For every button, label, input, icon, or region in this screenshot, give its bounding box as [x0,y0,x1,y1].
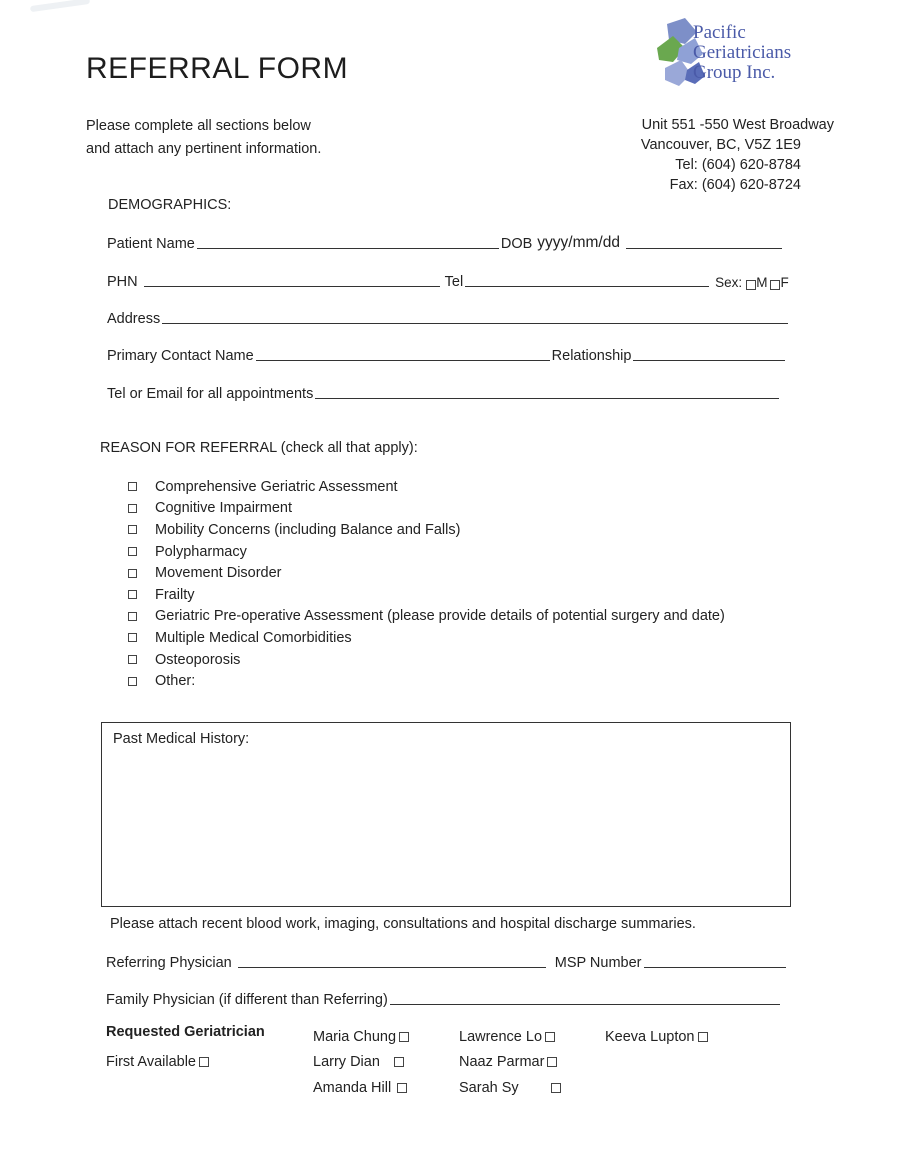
logo-line-3: Group Inc. [693,62,776,83]
intro-line-2: and attach any pertinent information. [86,141,322,157]
geriatrician-option[interactable] [313,1054,404,1070]
address-label: Address [107,311,161,327]
reason-item [126,670,725,692]
msp-number-input[interactable] [644,953,786,968]
address-row [107,309,790,327]
dob-format: yyyy/mm/dd [537,234,620,251]
family-physician-input[interactable] [390,990,780,1005]
clinic-fax: Fax: (604) 620-8724 [669,177,801,193]
reason-item [126,584,725,606]
first-available-option[interactable] [106,1054,209,1070]
geriatrician-name: Naaz Parmar [459,1054,545,1070]
reason-label: Geriatric Pre-operative Assessment (please provide details of potential surgery and date) [155,608,725,625]
sex-f-label: F [780,275,789,290]
referring-physician-label: Referring Physician [106,955,232,971]
reason-checkbox[interactable] [128,504,137,513]
reason-item [126,519,725,541]
dob-input[interactable] [626,234,782,249]
primary-contact-row [107,346,787,364]
geriatrician-checkbox[interactable] [547,1057,557,1067]
geriatrician-checkbox[interactable] [545,1032,555,1042]
sex-m-label: M [756,275,768,290]
company-logo-text [693,23,791,83]
geriatrician-checkbox[interactable] [551,1083,561,1093]
address-input[interactable] [162,309,788,324]
reason-checkbox[interactable] [128,677,137,686]
phn-label: PHN [107,274,138,290]
clinic-tel: Tel: (604) 620-8784 [675,157,801,173]
reason-label: Mobility Concerns (including Balance and Falls) [155,521,461,538]
geriatrician-option[interactable] [459,1080,561,1096]
reason-label: Frailty [155,586,195,603]
reason-label: Movement Disorder [155,565,282,582]
geriatrician-option[interactable] [313,1029,409,1045]
reason-list [126,476,725,692]
phn-row [107,272,789,290]
referring-physician-input[interactable] [238,953,546,968]
reason-heading: REASON FOR REFERRAL (check all that apply): [100,440,418,456]
demographics-heading: DEMOGRAPHICS: [108,197,232,213]
intro-line-1: Please complete all sections below [86,118,311,134]
primary-contact-label: Primary Contact Name [107,348,254,364]
patient-name-input[interactable] [197,234,499,249]
reason-item [126,476,725,498]
reason-checkbox[interactable] [128,569,137,578]
family-physician-label: Family Physician (if different than Referring) [106,992,388,1008]
geriatrician-option[interactable] [459,1029,555,1045]
phn-input[interactable] [144,272,440,287]
reason-checkbox[interactable] [128,590,137,599]
geriatrician-checkbox[interactable] [394,1057,404,1067]
reason-item [126,627,725,649]
msp-number-label: MSP Number [554,955,642,971]
tel-label: Tel [444,274,464,290]
reason-checkbox[interactable] [128,633,137,642]
dob-label: DOB [500,236,533,252]
geriatrician-name: Maria Chung [313,1029,397,1045]
geriatrician-option[interactable] [459,1054,557,1070]
reason-item [126,606,725,628]
reason-checkbox[interactable] [128,547,137,556]
geriatrician-option[interactable] [313,1080,407,1096]
family-physician-row [106,990,782,1008]
requested-geriatrician-heading: Requested Geriatrician [106,1024,265,1040]
reason-label: Osteoporosis [155,651,241,668]
sex-f-checkbox[interactable] [770,280,780,290]
geriatrician-option[interactable] [605,1029,708,1045]
geriatrician-name: Larry Dian [313,1054,380,1070]
sex-label: Sex: [715,275,743,290]
first-available-checkbox[interactable] [199,1057,209,1067]
geriatrician-checkbox[interactable] [397,1083,407,1093]
geriatrician-name: Amanda Hill [313,1080,392,1096]
reason-checkbox[interactable] [128,482,137,491]
geriatrician-name: Lawrence Lo [459,1029,543,1045]
relationship-label: Relationship [551,348,632,364]
geriatrician-checkbox[interactable] [399,1032,409,1042]
scan-artifact [30,0,90,12]
reason-label: Multiple Medical Comorbidities [155,629,352,646]
clinic-address [641,115,834,195]
address-line-1: Unit 551 -550 West Broadway [641,117,834,133]
tel-email-row [107,384,781,402]
referring-physician-row [106,953,788,971]
reason-label: Comprehensive Geriatric Assessment [155,478,398,495]
reason-label: Polypharmacy [155,543,247,560]
logo-line-2: Geriatricians [693,42,792,63]
patient-name-row [107,234,784,252]
reason-item [126,498,725,520]
reason-item [126,541,725,563]
geriatrician-name: Keeva Lupton [605,1029,695,1045]
geriatrician-checkbox[interactable] [698,1032,708,1042]
tel-email-label: Tel or Email for all appointments [107,386,314,402]
reason-checkbox[interactable] [128,612,137,621]
reason-label: Cognitive Impairment [155,500,292,517]
address-line-2: Vancouver, BC, V5Z 1E9 [640,137,801,153]
tel-email-input[interactable] [315,384,779,399]
reason-label: Other: [155,673,196,690]
sex-m-checkbox[interactable] [746,280,756,290]
relationship-input[interactable] [633,346,785,361]
geriatrician-name: Sarah Sy [459,1080,519,1096]
reason-item [126,562,725,584]
page-title: REFERRAL FORM [86,52,349,85]
past-medical-history-label: Past Medical History: [113,731,250,747]
logo-line-1: Pacific [693,22,746,43]
primary-contact-input[interactable] [256,346,550,361]
attach-note: Please attach recent blood work, imaging, consultations and hospital discharge summaries. [110,916,696,932]
reason-item [126,649,725,671]
tel-input[interactable] [465,272,709,287]
intro-text [86,115,321,161]
reason-checkbox[interactable] [128,655,137,664]
first-available-label: First Available [106,1054,196,1070]
past-medical-history-textarea[interactable] [101,722,791,907]
reason-checkbox[interactable] [128,525,137,534]
patient-name-label: Patient Name [107,236,195,252]
